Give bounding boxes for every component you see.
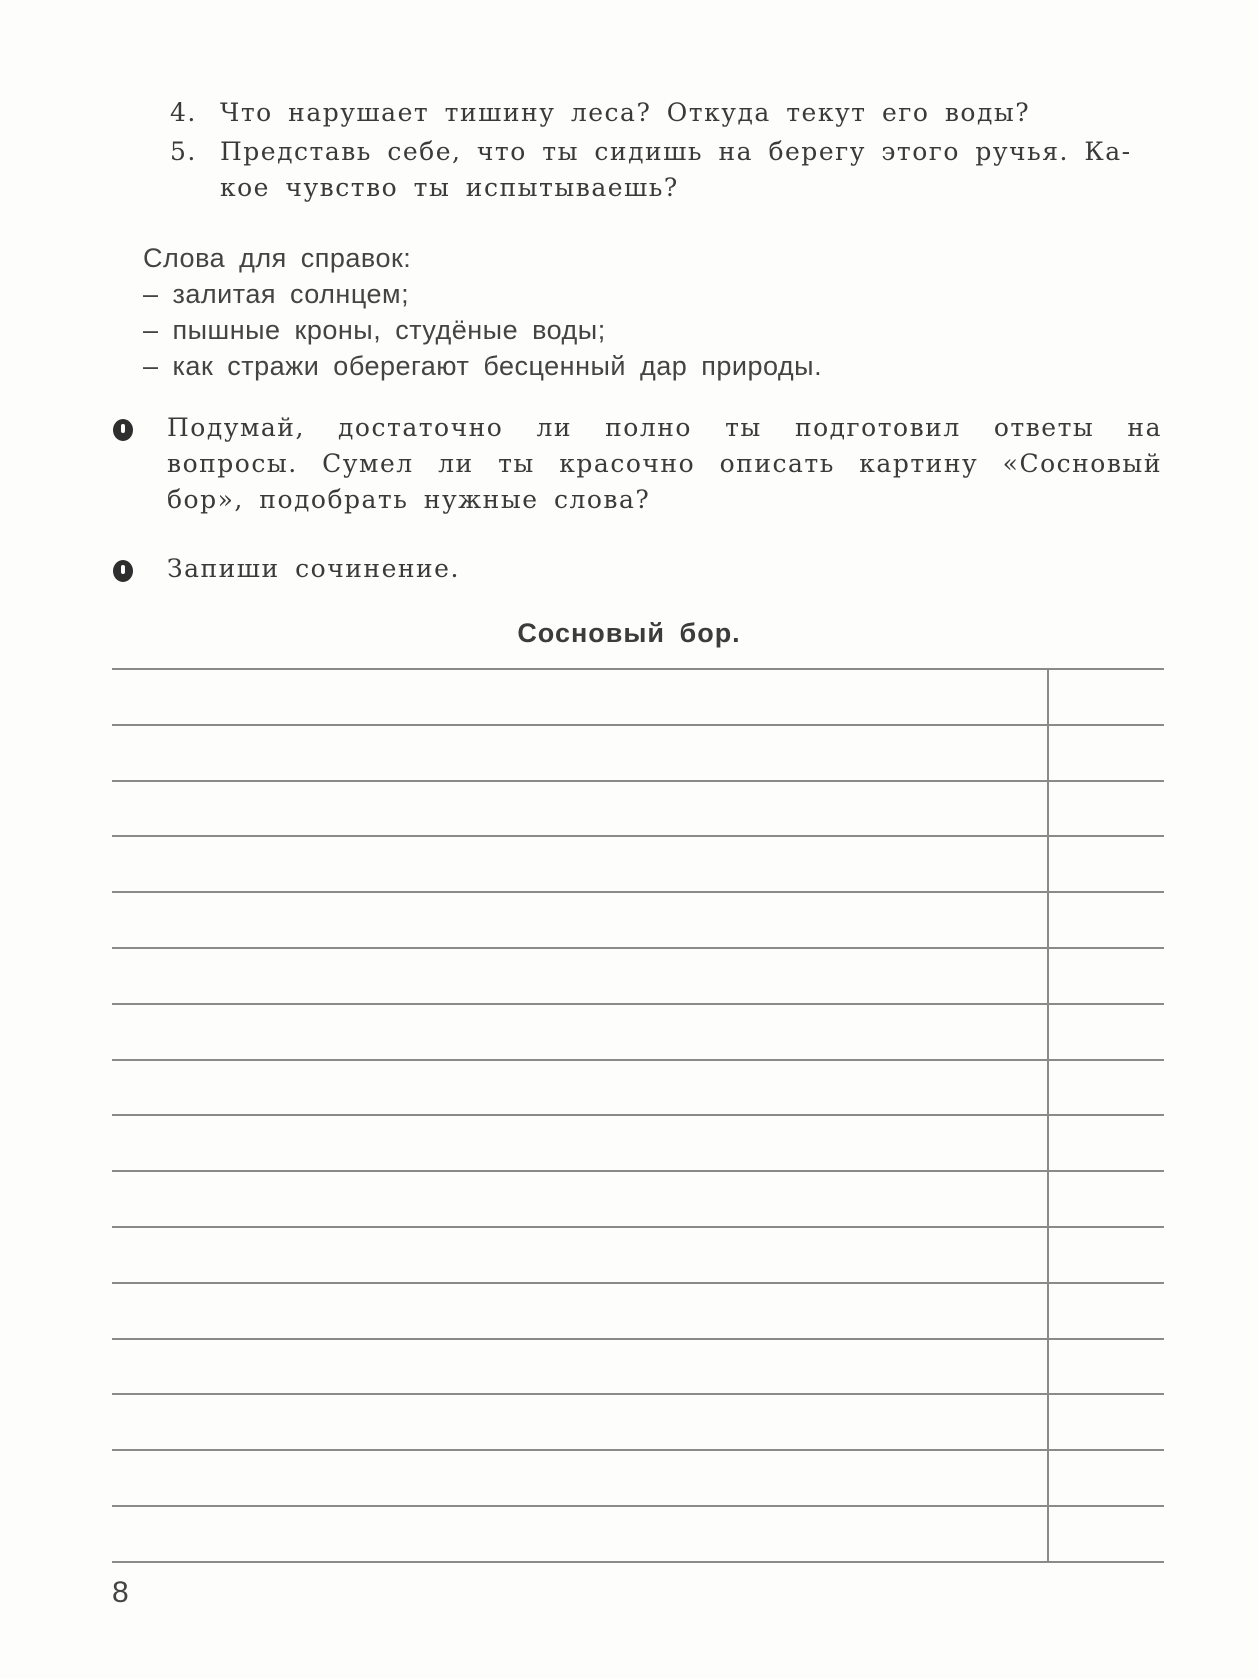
reference-item: – пышные кроны, студёные воды; [143,315,606,345]
writing-line [112,1059,1164,1061]
question-text: Что нарушает тишину леса? Откуда текут его воды? [220,98,1031,127]
question-number: 4. [170,98,197,127]
writing-line [112,1338,1164,1340]
reference-item: – как стражи оберегают бесценный дар природы. [143,351,823,381]
writing-line [112,724,1164,726]
question-4 [170,95,1030,131]
writing-line [112,1114,1164,1116]
task-bullet-icon [113,419,133,441]
writing-line [112,835,1164,837]
question-number: 5. [170,137,197,166]
writing-line [112,1170,1164,1172]
question-text-cont: кое чувство ты испытываешь? [220,173,679,202]
question-text: Представь себе, что ты сидишь на берегу этого ручья. Ка- [220,137,1132,166]
writing-line [112,1282,1164,1284]
writing-line [112,668,1164,670]
writing-line [112,1505,1164,1507]
writing-line [112,1561,1164,1563]
essay-title: Сосновый бор. [517,618,741,648]
task-text: Запиши сочинение. [167,554,460,583]
question-5 [170,134,1132,206]
writing-line [112,1226,1164,1228]
writing-line [112,780,1164,782]
margin-line [1047,668,1049,1561]
task-bullet-icon [113,560,133,582]
page-number: 8 [112,1576,129,1609]
writing-line [112,891,1164,893]
reference-heading: Слова для справок: [143,243,412,273]
writing-line [112,1003,1164,1005]
reference-item: – залитая солнцем; [143,279,410,309]
reference-words [143,240,822,384]
task-text: Подумай, достаточно ли полно ты подготовил ответы на вопросы. Сумел ли ты красочно описать картину «Сосновый бор», подобрать нужные слова? [167,413,1162,514]
writing-line [112,1449,1164,1451]
writing-line [112,947,1164,949]
writing-line [112,1393,1164,1395]
